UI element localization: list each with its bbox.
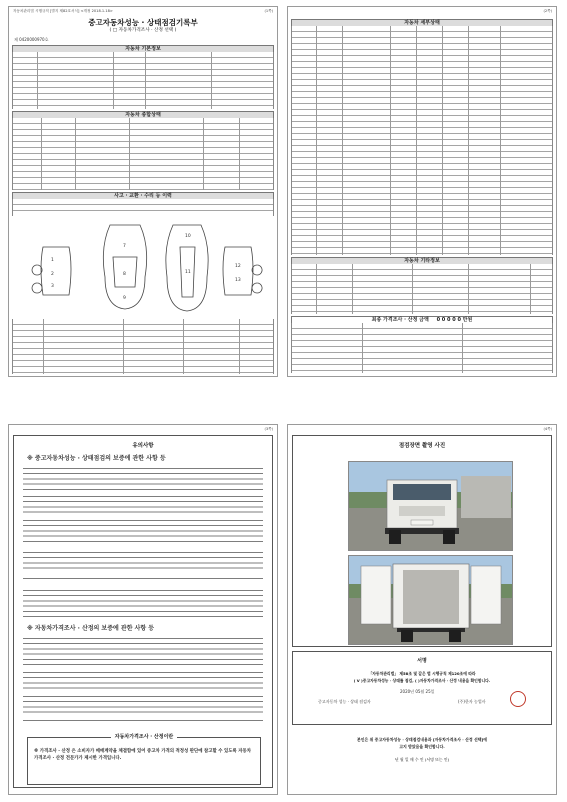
page-4-photos-signature [287, 424, 557, 795]
page-number: (1쪽) [264, 9, 273, 13]
page-2-detail-status [287, 6, 557, 377]
exterior-frame-table [12, 319, 274, 374]
diagram-label-9: 9 [123, 296, 126, 301]
general-status-table [12, 118, 274, 190]
section-accident-history: 사고 · 교환 · 수리 등 이력 [12, 192, 274, 201]
diagram-label-11: 11 [185, 270, 191, 275]
diagram-label-10: 10 [185, 234, 191, 239]
page-3-notes [8, 424, 278, 795]
final-price-value: 0 0 0 0 0 만원 [436, 317, 473, 323]
warranty-paragraph-1 [23, 465, 263, 490]
diagram-label-3: 3 [51, 284, 54, 289]
page-number: (2쪽) [543, 9, 552, 13]
price-section-heading: ※ 자동차가격조사 · 산정의 보증에 관한 사항 등 [27, 625, 155, 632]
page-header-left: 자동차관리법 시행규칙 [별지 제82호서식] <개정 2018.1.18> [13, 9, 113, 13]
warranty-paragraph-6 [23, 587, 263, 619]
car-damage-diagram [25, 217, 265, 317]
company-name: (주)한자 농업사 [458, 699, 486, 704]
signature-title: 서명 [417, 658, 427, 664]
page-number: (3쪽) [264, 427, 273, 431]
price-definition-text: ※ 가격조사 · 산정 은 소비자가 매매계약을 체결함에 있어 중고차 가격의 적정성 판단에 참고할 수 있도록 자동차가격조사 · 산정 전문가가 제시한 가격입니다. [34, 749, 252, 761]
accident-notes [12, 199, 274, 216]
truck-rear-photo [348, 555, 513, 645]
buyer-confirm-line-1: 본인은 위 중고자동차성능 · 상태점검내용과 [자동차가격조사 · 산정 선택]에 [356, 737, 488, 742]
warranty-paragraph-2 [23, 493, 263, 513]
notes-title: 유의사항 [132, 443, 154, 449]
signature-date: 2020년 05월 25일 [400, 689, 435, 694]
section-general-status: 자동차 종합상태 [12, 111, 274, 120]
warranty-section-heading: ※ 중고자동차성능 · 상태점검의 보증에 관한 사항 등 [27, 455, 166, 462]
diagram-label-1: 1 [51, 258, 54, 263]
signature-line-2: ( V )중고자동차성능 · 상태를 점검, ( )자동차가격조사 · 산정 내용을 확인합니다. [353, 678, 491, 683]
warranty-paragraph-4 [23, 549, 263, 571]
price-paragraph-3 [23, 693, 263, 713]
form-subtitle: ( □ 자동차가격조사 · 산정 선택 ) [109, 28, 177, 33]
page-1-inspection-record [8, 6, 278, 377]
detail-status-table [291, 26, 553, 255]
final-price-label: 최종 가격조사 · 산정 금액 [371, 317, 429, 323]
price-definition-title: 자동차가격조사 · 산정이란 [28, 733, 260, 740]
diagram-label-8: 8 [123, 272, 126, 277]
basic-info-table [12, 52, 274, 109]
warranty-paragraph-5 [23, 575, 263, 583]
price-paragraph-1 [23, 635, 263, 665]
other-info-table [291, 264, 553, 314]
inspector-label: 중고자동차 성능 · 상태 점검자 [318, 699, 371, 704]
document-number: 제 0420000970호 [14, 37, 49, 42]
diagram-label-7: 7 [123, 244, 126, 249]
diagram-label-13: 13 [235, 278, 241, 283]
form-title: 중고자동차성능 · 상태점검기록부 [88, 18, 198, 27]
diagram-label-2: 2 [51, 272, 54, 277]
truck-front-photo [348, 461, 513, 551]
section-detail-status: 자동차 세부상태 [291, 19, 553, 28]
signature-table [291, 323, 553, 373]
buyer-confirm-line-2: 고지 받았음을 확인합니다. [399, 744, 445, 749]
buyer-signature-line: 년 월 일 매 수 인 (서명 또는 인) [394, 757, 450, 762]
price-paragraph-4 [23, 717, 263, 725]
company-seal [510, 691, 526, 707]
section-other-info: 자동차 기타정보 [291, 257, 553, 266]
price-paragraph-2 [23, 669, 263, 689]
photo-section-title: 점검장면 촬영 사진 [398, 443, 446, 449]
warranty-paragraph-3 [23, 517, 263, 545]
section-basic-info: 자동차 기본정보 [12, 45, 274, 54]
page-number: (4쪽) [543, 427, 552, 431]
price-definition-box [27, 734, 261, 785]
diagram-label-12: 12 [235, 264, 241, 269]
signature-line-1: 「자동차관리법」 제58조 및 같은 법 시행규칙 제120조에 따라 [368, 671, 476, 676]
